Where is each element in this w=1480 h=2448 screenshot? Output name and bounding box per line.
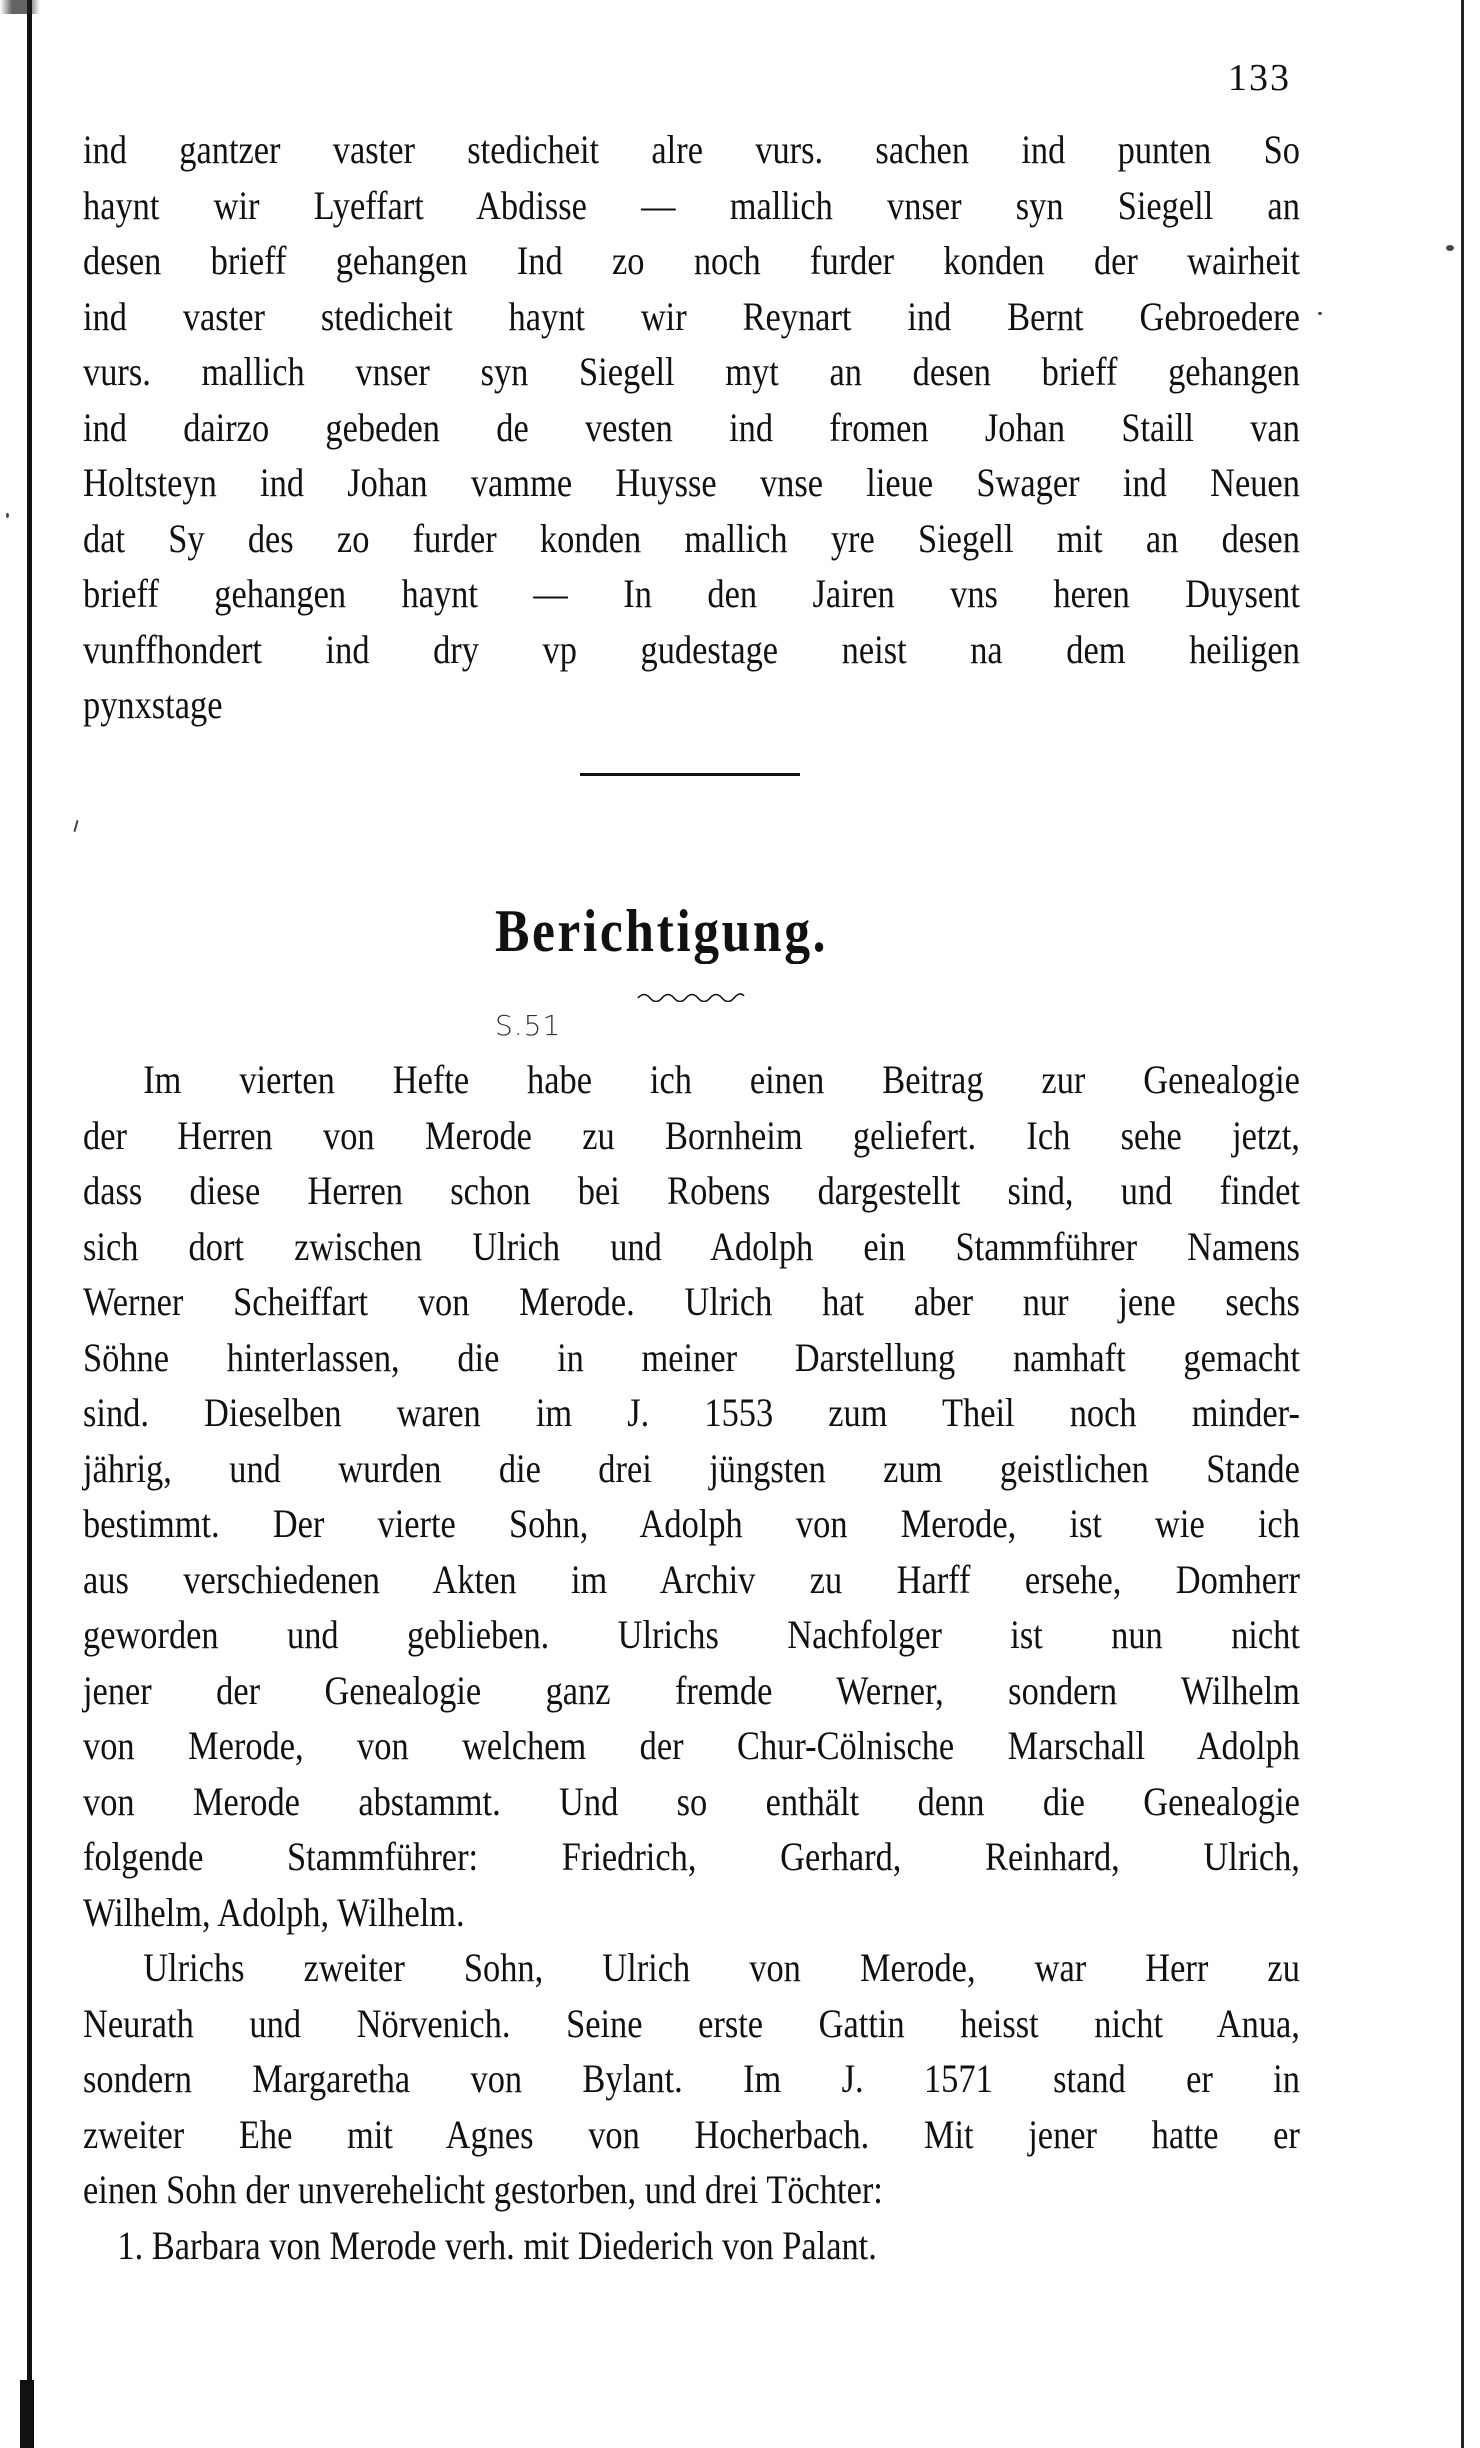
text-line: sondern Margaretha von Bylant. Im J. 1571 stand er in [83,2056,1300,2101]
text-line: brieff gehangen haynt — In den Jairen vns heren Duysent [83,571,1300,616]
text-line: sich dort zwischen Ulrich und Adolph ein Stammführer Namens [83,1223,1300,1269]
text-line: geworden und geblieben. Ulrichs Nachfolger ist nun nicht [83,1612,1300,1657]
text-line: jener der Genealogie ganz fremde Werner, sondern Wilhelm [83,1667,1300,1713]
handwritten-page-reference: S.51 [495,1009,562,1042]
text-line: ind dairzo gebeden de vesten ind fromen Johan Staill van [83,404,1300,450]
text-line: Werner Scheiffart von Merode. Ulrich hat aber nur jene sechs [83,1279,1300,1324]
section-heading: Berichtigung. [494,898,829,964]
text-line: Neurath und Nörvenich. Seine erste Gattin heisst nicht Anua, [83,2000,1300,2046]
scan-speck [1446,245,1454,251]
text-line: vunffhondert ind dry vp gudestage neist na dem heiligen [83,626,1300,672]
text-line: Im vierten Hefte habe ich einen Beitrag zur Genealogie [143,1057,1300,1102]
scan-speck [1318,312,1322,315]
text-line: ind gantzer vaster stedicheit alre vurs. sachen ind punten So [83,127,1300,172]
text-line: der Herren von Merode zu Bornheim geliefert. Ich sehe jetzt, [83,1112,1300,1158]
text-line: folgende Stammführer: Friedrich, Gerhard, Reinhard, Ulrich, [83,1834,1300,1879]
text-line: jährig, und wurden die drei jüngsten zum geistlichen Stande [83,1445,1300,1491]
text-line: Ulrichs zweiter Sohn, Ulrich von Merode, war Herr zu [143,1945,1300,1990]
text-line: desen brieff gehangen Ind zo noch furder konden der wairheit [83,238,1300,283]
scan-artifact-bottom-left [20,2380,34,2448]
text-line: von Merode abstammt. Und so enthält denn die Genealogie [83,1778,1300,1824]
scan-speck [6,513,9,518]
text-line: von Merode, von welchem der Chur-Cölnische Marschall Adolph [83,1723,1300,1768]
page-number: 133 [1228,57,1291,99]
scan-speck [73,820,78,832]
text-line: pynxstage [83,682,223,727]
text-line: einen Sohn der unverehelicht gestorben, und drei Töchter: [83,2167,883,2212]
text-line: sind. Dieselben waren im J. 1553 zum Theil noch minder- [83,1390,1300,1435]
page-binding-edge-left [27,0,32,2448]
text-line: Holtsteyn ind Johan vamme Huysse vnse lieue Swager ind Neuen [83,460,1300,505]
text-line: dat Sy des zo furder konden mallich yre Siegell mit an desen [83,515,1300,561]
charter-text-continuation [83,122,1300,733]
text-line: bestimmt. Der vierte Sohn, Adolph von Merode, ist wie ich [83,1501,1300,1546]
list-item: 1. Barbara von Merode verh. mit Diederich von Palant. [117,2222,877,2268]
text-line: Wilhelm, Adolph, Wilhelm. [83,1889,465,1935]
text-line: dass diese Herren schon bei Robens dargestellt sind, und findet [83,1168,1300,1213]
page-edge-right [1461,0,1464,2448]
text-line: haynt wir Lyeffart Abdisse — mallich vnser syn Siegell an [83,182,1300,228]
wavy-ornament [636,990,746,1002]
text-line: aus verschiedenen Akten im Archiv zu Harff ersehe, Domherr [83,1556,1300,1602]
text-line: ind vaster stedicheit haynt wir Reynart ind Bernt Gebroedere [83,293,1300,339]
scan-artifact-top-left [0,0,40,14]
section-divider-rule [580,773,800,776]
correction-body [83,1052,1300,2273]
text-line: zweiter Ehe mit Agnes von Hocherbach. Mit jener hatte er [83,2111,1300,2157]
text-line: vurs. mallich vnser syn Siegell myt an desen brieff gehangen [83,349,1300,394]
text-line: Söhne hinterlassen, die in meiner Darstellung namhaft gemacht [83,1334,1300,1380]
